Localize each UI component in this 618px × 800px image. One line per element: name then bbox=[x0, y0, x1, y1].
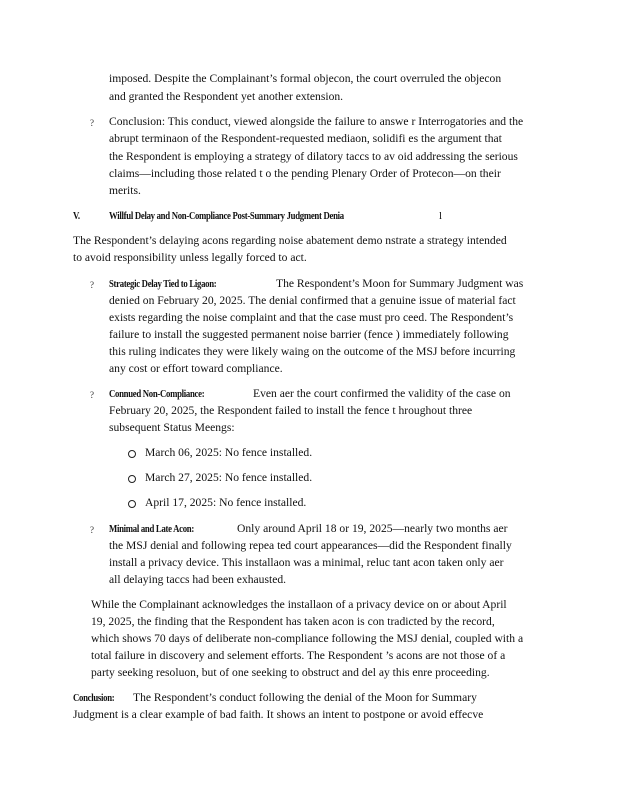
intro-line-1: imposed. Despite the Complainant’s formal objecon, the court overruled the objecon bbox=[109, 72, 502, 85]
minimal-line-4: all delaying taccs had been exhausted. bbox=[109, 573, 287, 586]
subitem: April 17, 2025: No fence installed. bbox=[145, 496, 307, 509]
while-line-5: party seeking resoluon, but of one seeking to obstruct and del ay this enre proceeding. bbox=[91, 666, 490, 679]
conclusion-line-1: Conclusion: This conduct, viewed alongside the failure to answe r Interrogatories and the bbox=[109, 115, 524, 128]
circle-bullet-icon bbox=[128, 475, 136, 483]
noncompliance-line-2: February 20, 2025, the Respondent failed to install the fence t hroughout three bbox=[109, 404, 473, 417]
section-title: Willful Delay and Non-Compliance Post-Summary Judgment Denia bbox=[109, 211, 344, 222]
minimal-line-1: Only around April 18 or 19, 2025—nearly two months aer bbox=[237, 522, 508, 535]
noncompliance-line-1: Even aer the court confirmed the validity of the case on bbox=[253, 387, 511, 400]
circle-bullet-icon bbox=[128, 450, 136, 458]
final-conclusion-heading: Conclusion: bbox=[73, 693, 115, 704]
ligation-line-1: The Respondent’s Moon for Summary Judgment was bbox=[276, 277, 524, 290]
section-number: V. bbox=[73, 211, 80, 222]
conclusion-line-5: merits. bbox=[109, 184, 141, 197]
while-line-1: While the Complainant acknowledges the installaon of a privacy device on or about April bbox=[91, 598, 507, 611]
minimal-line-2: the MSJ denial and following repea ted court appearances—did the Respondent finally bbox=[109, 539, 512, 552]
circle-bullet-icon bbox=[128, 500, 136, 508]
subitem: March 27, 2025: No fence installed. bbox=[145, 471, 313, 484]
while-line-3: which shows 70 days of deliberate non-compliance following the MSJ denial, coupled with a bbox=[91, 632, 524, 645]
ligation-line-2: denied on February 20, 2025. The denial confirmed that a genuine issue of material fact bbox=[109, 294, 516, 307]
section-intro-line-1: The Respondent’s delaying acons regarding noise abatement demo nstrate a strategy intended bbox=[73, 234, 507, 247]
conclusion-line-3: the Respondent is employing a strategy of dilatory taccs to av oid addressing the serious bbox=[109, 150, 518, 163]
bullet-heading: Strategic Delay Tied to Ligaon: bbox=[109, 279, 217, 290]
conclusion-line-2: abrupt terminaon of the Respondent-requested mediaon, solidifi es the argument that bbox=[109, 132, 502, 145]
noncompliance-line-3: subsequent Status Meengs: bbox=[109, 421, 235, 434]
subitem: March 06, 2025: No fence installed. bbox=[145, 446, 313, 459]
bullet-marker: ? bbox=[90, 525, 94, 535]
bullet-heading: Minimal and Late Acon: bbox=[109, 524, 194, 535]
bullet-heading: Connued Non-Compliance: bbox=[109, 389, 205, 400]
section-intro-line-2: to avoid responsibility unless legally forced to act. bbox=[73, 251, 307, 264]
ligation-line-3: exists regarding the noise complaint and that the case must pro ceed. The Respondent’s bbox=[109, 311, 514, 324]
intro-line-2: and granted the Respondent yet another extension. bbox=[109, 90, 344, 103]
while-line-4: total failure in discovery and selement efforts. The Respondent ’s acons are not those of a bbox=[91, 649, 506, 662]
section-title-tail: l bbox=[439, 210, 443, 222]
ligation-line-6: any cost or effort toward compliance. bbox=[109, 362, 283, 375]
ligation-line-4: failure to install the suggested permanent noise barrier (fence ) immediately following bbox=[109, 328, 509, 341]
bullet-marker: ? bbox=[90, 390, 94, 400]
bullet-marker: ? bbox=[90, 280, 94, 290]
while-line-2: 19, 2025, the finding that the Respondent has taken acon is con tradicted by the record, bbox=[91, 615, 495, 628]
conclusion-line-4: claims—including those related t o the pending Plenary Order of Protecon—on their bbox=[109, 167, 501, 180]
bullet-marker: ? bbox=[90, 118, 94, 128]
ligation-line-5: this ruling indicates they were likely waing on the outcome of the MSJ before incurring bbox=[109, 345, 516, 358]
final-conclusion-line-2: Judgment is a clear example of bad faith. It shows an intent to postpone or avoid effecve bbox=[73, 708, 484, 721]
minimal-line-3: install a privacy device. This installaon was a minimal, reluc tant acon taken only aer bbox=[109, 556, 504, 569]
final-conclusion-line-1: The Respondent’s conduct following the denial of the Moon for Summary bbox=[133, 691, 477, 704]
